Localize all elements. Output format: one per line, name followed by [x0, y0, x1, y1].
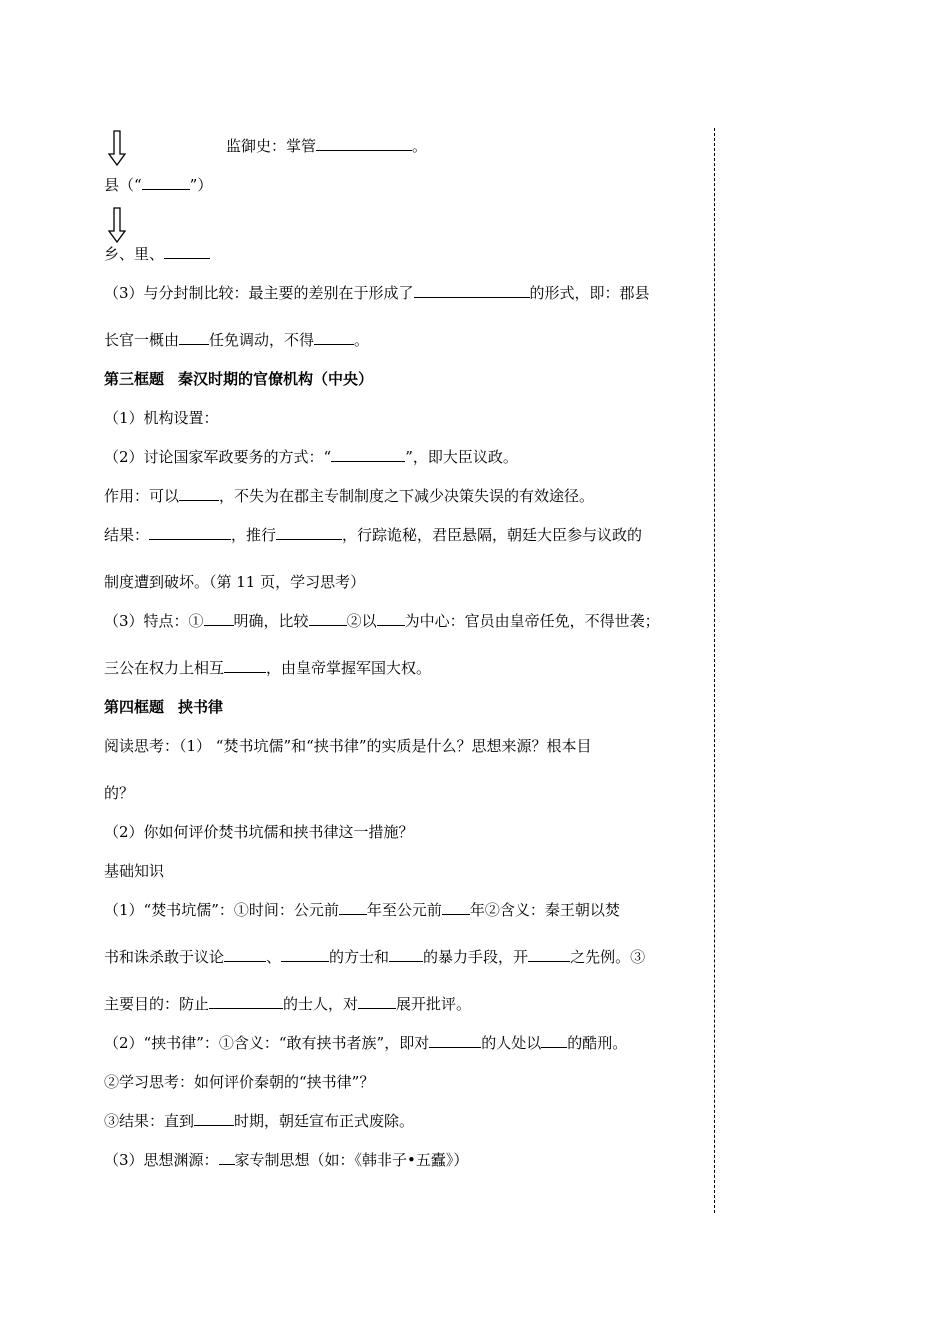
line-function: 作用：可以 ，不失为在郡主专制制度之下减少决策失误的有效途径。 [104, 487, 595, 505]
line-evaluate: （2）你如何评价焚书坑儒和挟书律这一措施？ [104, 823, 414, 841]
blank [358, 994, 396, 1009]
blank [149, 525, 231, 540]
blank [209, 994, 283, 1009]
margin-dashed-line [714, 128, 715, 1213]
blank [414, 283, 530, 298]
line-county: 县（“ ”） [104, 176, 213, 194]
line-comparison: （3）与分封制比较：最主要的差别在于形成了 的形式，即：郡县 [104, 284, 650, 302]
line-book-law: （2）“挟书律”：①含义：“敢有挟书者族”，即对 的人处以 的酷刑。 [104, 1034, 628, 1052]
line-censor: 监御史：掌管 。 [226, 137, 428, 155]
blank [442, 900, 470, 915]
blank [309, 611, 347, 626]
blank [142, 175, 190, 190]
line-features: （3）特点：① 明确，比较 ②以 为中心：官员由皇帝任免，不得世袭； [104, 612, 660, 630]
line-study-question: ②学习思考：如何评价秦朝的“挟书律”？ [104, 1073, 375, 1091]
line-main-purpose: 主要目的：防止 的士人，对 展开批评。 [104, 995, 472, 1013]
line-township: 乡、里、 [104, 244, 210, 264]
blank [164, 244, 210, 259]
blank [316, 136, 412, 151]
blank [389, 947, 423, 962]
section-heading-4: 第四框题 挟书律 [104, 698, 224, 716]
down-arrow-icon [108, 130, 126, 166]
line-discussion: （2）讨论国家军政要务的方式：“ ”，即大臣议政。 [104, 448, 518, 466]
line-appointment: 长官一概由 任免调动，不得 。 [104, 331, 370, 349]
blank [204, 611, 234, 626]
blank [194, 1111, 234, 1126]
blank [377, 611, 405, 626]
blank [179, 486, 219, 501]
line-reading-question-cont: 的？ [104, 784, 135, 802]
blank [331, 447, 405, 462]
line-abolition: ③结果：直到 时期，朝廷宣布正式废除。 [104, 1112, 415, 1130]
line-result-cont: 制度遭到破坏。（第 11 页，学习思考） [104, 573, 366, 591]
line-origin: （3）思想渊源： 家专制思想（如：《韩非子•五蠹》） [104, 1151, 469, 1169]
line-basics: 基础知识 [104, 862, 165, 880]
blank [224, 947, 266, 962]
blank [179, 330, 209, 345]
section-heading-3: 第三框题 秦汉时期的官僚机构（中央） [104, 370, 374, 388]
line-institutions: （1）机构设置： [104, 409, 219, 427]
blank [219, 1150, 235, 1165]
line-result: 结果： ，推行 ，行踪诡秘，君臣悬隔，朝廷大臣参与议政的 [104, 526, 643, 544]
blank [429, 1033, 481, 1048]
blank [314, 330, 354, 345]
line-three-dukes: 三公在权力上相互 ，由皇帝掌握军国大权。 [104, 659, 432, 677]
blank [276, 525, 342, 540]
line-burning-meaning: 书和诛杀敢于议论 、 的方士和 的暴力手段，开 之先例。③ [104, 948, 646, 966]
blank [528, 947, 570, 962]
blank [224, 658, 266, 673]
line-reading-question: 阅读思考：（1） “焚书坑儒”和“挟书律”的实质是什么？思想来源？根本目 [104, 737, 592, 755]
blank [339, 900, 367, 915]
blank [541, 1033, 567, 1048]
blank [281, 947, 329, 962]
line-burning-books: （1）“焚书坑儒”：①时间：公元前 年至公元前 年②含义：秦王朝以焚 [104, 901, 620, 919]
down-arrow-icon [108, 207, 126, 243]
